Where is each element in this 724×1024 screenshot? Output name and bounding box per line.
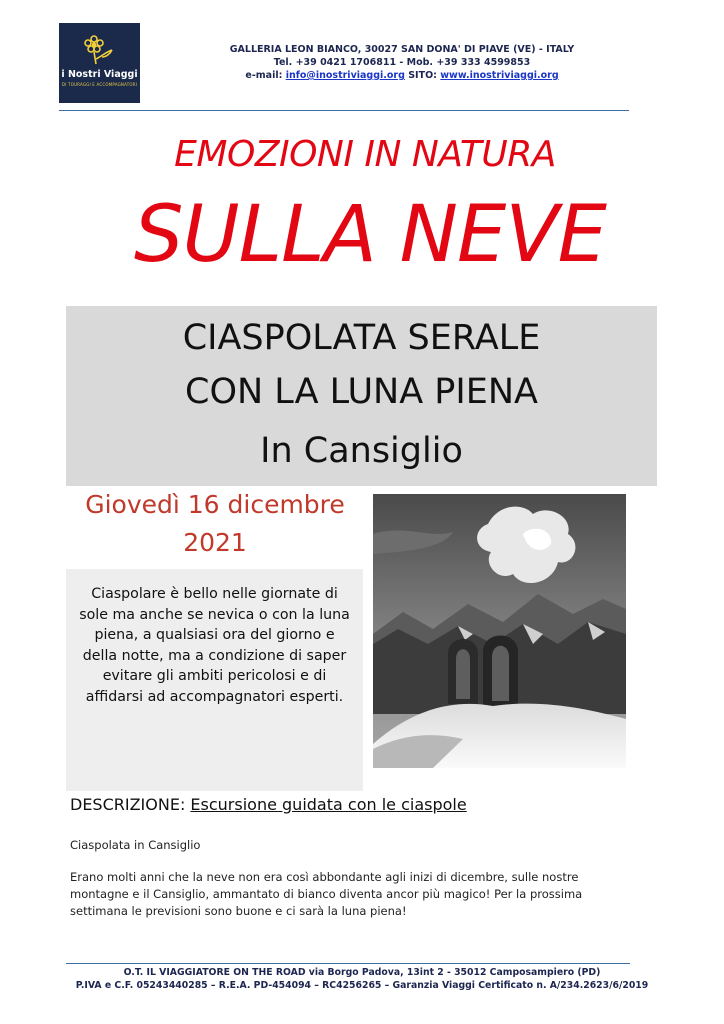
snow-chapel-image [373,494,626,768]
event-date: Giovedì 16 dicembre [85,490,345,519]
banner-line-3: In Cansiglio [260,431,463,471]
event-year: 2021 [183,528,247,557]
agency-phone: Tel. +39 0421 1706811 - Mob. +39 333 4599853 [273,57,531,68]
footer-line-1: O.T. IL VIAGGIATORE ON THE ROAD via Borgo Padova, 13int 2 - 35012 Camposampiero (PD) [123,967,601,978]
intro-text: Ciaspolare è bello nelle giornate di sole ma anche se nevica o con la luna piena, a qualsiasi ora del giorno e della notte, ma a condizione di saper evitare gli ambiti pericolosi e di affidarsi ad accompagnatori esperti. [79,586,350,705]
mountain-photo [373,494,626,768]
headline-large: SULLA NEVE [134,190,606,280]
agency-address: GALLERIA LEON BIANCO, 30027 SAN DONA' DI PIAVE (VE) - ITALY [229,44,575,55]
email-label: e-mail: [245,70,286,81]
header-divider [59,110,629,111]
footer-divider [66,963,630,964]
description-label: DESCRIZIONE: [70,795,191,814]
footer-line-2: P.IVA e C.F. 05243440285 – R.E.A. PD-454094 – RC4256265 – Garanzia Viaggi Certificato n. A/234.2623/6/2019 [75,980,649,991]
logo-tagline: DI TOURAGGI E ACCOMPAGNATORI [61,82,138,87]
email-link[interactable]: info@inostriviaggi.org [285,70,405,81]
flower-icon [82,32,118,66]
agency-contacts [220,70,584,81]
logo [59,23,140,103]
logo-name: i Nostri Viaggi [61,69,138,80]
description [70,795,467,814]
banner-line-1: CIASPOLATA SERALE [182,318,541,358]
description-value: Escursione guidata con le ciaspole [190,795,467,814]
event-banner [66,306,657,486]
intro-box [66,569,363,791]
banner-line-2: CON LA LUNA PIENA [185,372,538,412]
section-subtitle: Ciaspolata in Cansiglio [70,838,201,852]
site-label: SITO: [404,70,441,81]
headline-small: EMOZIONI IN NATURA [174,134,556,175]
website-link[interactable]: www.inostriviaggi.org [440,70,559,81]
body-paragraph: Erano molti anni che la neve non era così abbondante agli inizi di dicembre, sulle nostre montagne e il Cansiglio, ammantato di bianco diventa ancor più magico! Per la prossima settimana le previsioni sono buone e ci sarà la luna piena! [70,870,583,918]
